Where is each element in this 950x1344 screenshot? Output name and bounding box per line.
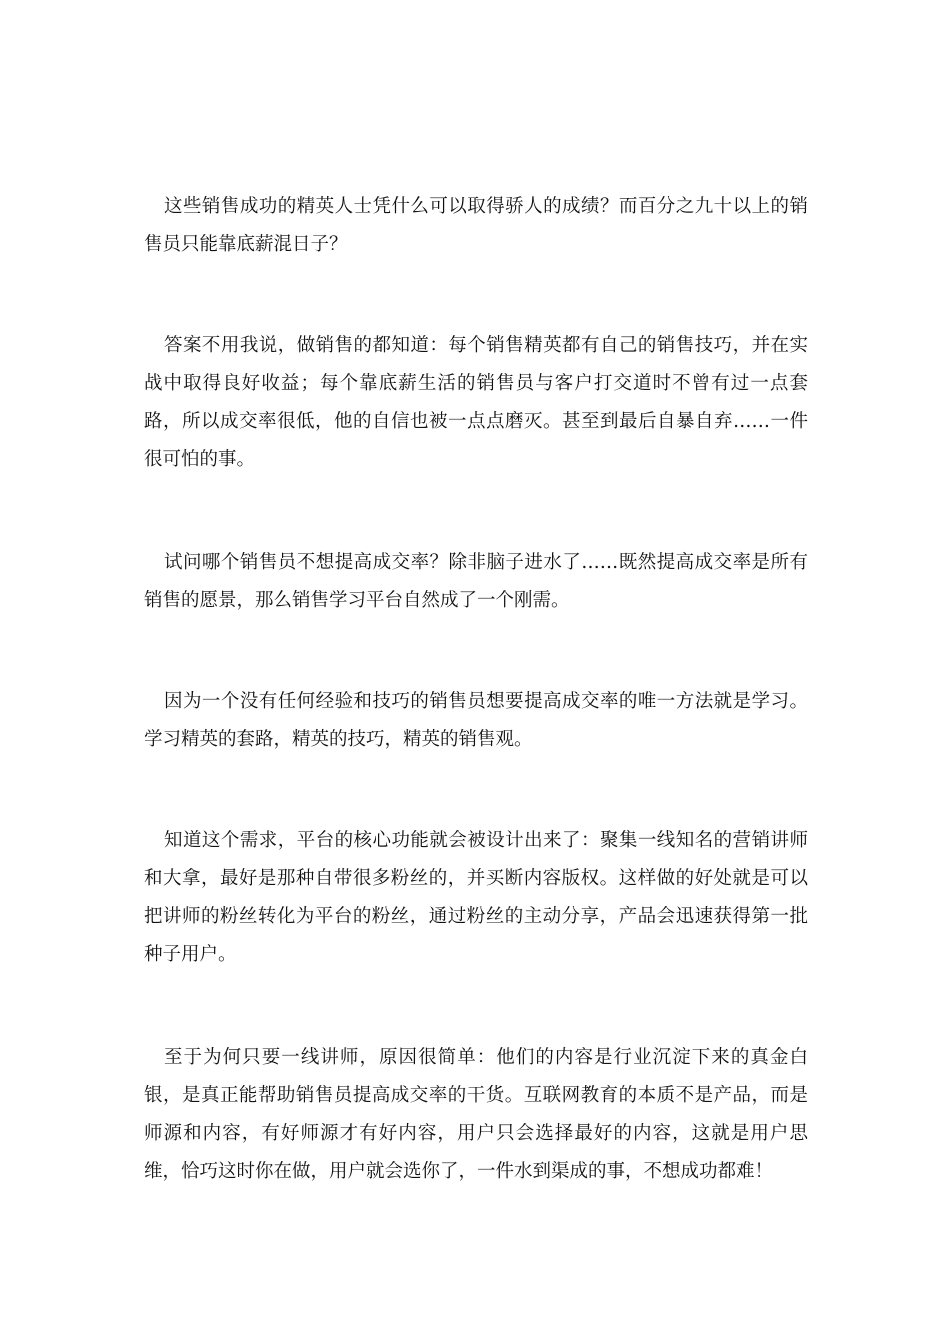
paragraph-3: 试问哪个销售员不想提高成交率？除非脑子进水了……既然提高成交率是所有销售的愿景，那么销售学习平台自然成了一个刚需。 <box>144 552 808 611</box>
paragraph-5: 知道这个需求，平台的核心功能就会被设计出来了：聚集一线知名的营销讲师和大拿，最好是那种自带很多粉丝的，并买断内容版权。这样做的好处就是可以把讲师的粉丝转化为平台的粉丝，通过粉丝的主动分享，产品会迅速获得第一批种子用户。 <box>144 830 808 965</box>
paragraph-1: 这些销售成功的精英人士凭什么可以取得骄人的成绩？而百分之九十以上的销售员只能靠底薪混日子？ <box>144 196 808 255</box>
paragraph-4: 因为一个没有任何经验和技巧的销售员想要提高成交率的唯一方法就是学习。学习精英的套路，精英的技巧，精英的销售观。 <box>144 691 808 750</box>
paragraph-6: 至于为何只要一线讲师，原因很简单：他们的内容是行业沉淀下来的真金白银，是真正能帮助销售员提高成交率的干货。互联网教育的本质不是产品，而是师源和内容，有好师源才有好内容，用户只会选择最好的内容，这就是用户思维，恰巧这时你在做，用户就会选你了，一件水到渠成的事，不想成功都难！ <box>144 1047 808 1182</box>
paragraph-2: 答案不用我说，做销售的都知道：每个销售精英都有自己的销售技巧，并在实战中取得良好收益；每个靠底薪生活的销售员与客户打交道时不曾有过一点套路，所以成交率很低，他的自信也被一点点磨灭。甚至到最后自暴自弃……一件很可怕的事。 <box>144 335 808 470</box>
